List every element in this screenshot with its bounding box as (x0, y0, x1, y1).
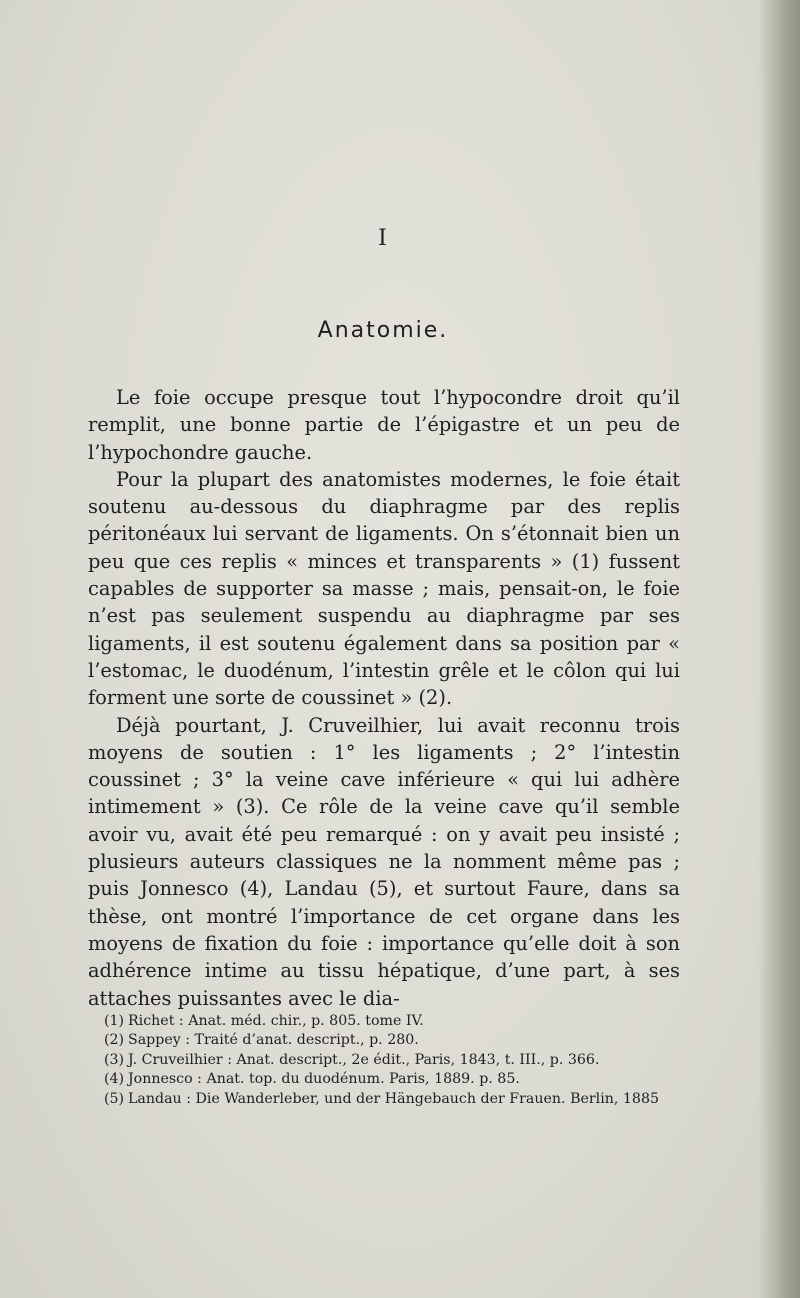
paragraph: Le foie occupe presque tout l’hypocondre droit qu’il remplit, une bonne partie de l’épigastre et un peu de l’hypochondre gauche. (88, 386, 680, 464)
footnote-text: Sappey : Traité d’anat. descript., p. 280. (128, 1032, 419, 1049)
footnote (104, 1090, 704, 1109)
footnote-text: J. Cruveilhier : Anat. descript., 2e édit., Paris, 1843, t. III., p. 366. (128, 1051, 600, 1068)
footnote-text: Richet : Anat. méd. chir., p. 805. tome IV. (128, 1013, 424, 1029)
footnote (104, 1051, 704, 1070)
footnote (104, 1070, 704, 1089)
chapter-number: I (378, 226, 388, 251)
body-text (88, 384, 680, 1012)
footnote-number: (1) (104, 1013, 125, 1029)
footnote (104, 1031, 704, 1050)
footnote-number: (5) (104, 1090, 125, 1107)
footnote-number: (2) (104, 1032, 125, 1049)
footnote-number: (4) (104, 1071, 125, 1088)
footnote-number: (3) (104, 1051, 125, 1068)
footnote-text: Landau : Die Wanderleber, und der Hängebauch der Frauen. Berlin, 1885 (128, 1090, 660, 1107)
chapter-title: Anatomie. (317, 318, 449, 343)
page-edge-shadow (758, 0, 800, 1298)
paragraph: Pour la plupart des anatomistes modernes, le foie était soutenu au-dessous du diaphragme par des replis péritonéaux lui servant de ligaments. On s’étonnait bien un peu que ces replis « minces et transparents » (1) fussent capables de supporter sa masse ; mais, pensait-on, le foie n’est pas seulement suspendu au diaphragme par ses ligaments, il est soutenu également dans sa position par « l’estomac, le duodénum, l’intestin grêle et le côlon qui lui forment une sorte de coussinet » (2). (88, 467, 680, 710)
footnote (104, 1012, 704, 1031)
footnote-text: Jonnesco : Anat. top. du duodénum. Paris, 1889. p. 85. (128, 1071, 520, 1088)
footnotes (104, 1012, 704, 1109)
paragraph: Déjà pourtant, J. Cruveilhier, lui avait reconnu trois moyens de soutien : 1° les ligaments ; 2° l’intestin coussinet ; 3° la veine cave inférieure « qui lui adhère intimement » (3). Ce rôle de la veine cave qu’il semble avoir vu, avait été peu remarqué : on y avait peu insisté ; plusieurs auteurs classiques ne la nomment même pas ; puis Jonnesco (4), Landau (5), et surtout Faure, dans sa thèse, ont montré l’importance de cet organe dans les moyens de fixation du foie : importance qu’elle doit à son adhérence intime au tissu hépatique, d’une part, à ses attaches puissantes avec le dia- (88, 713, 680, 1010)
